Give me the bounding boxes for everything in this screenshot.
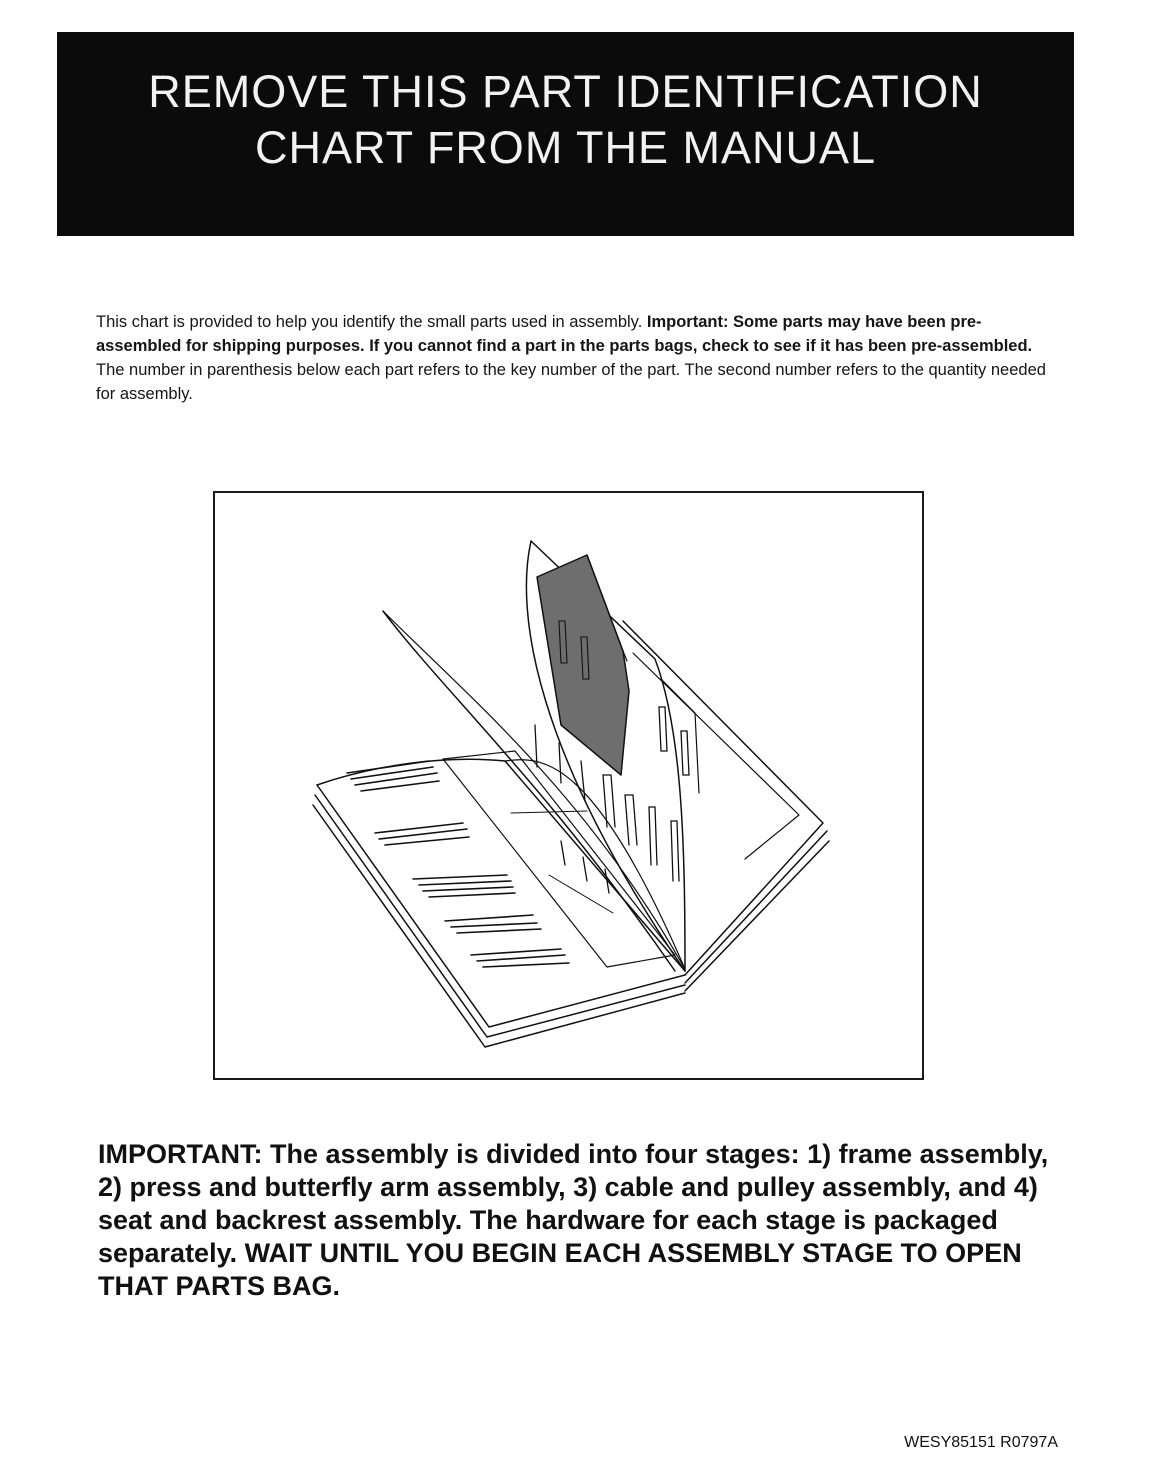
banner-title-line-1: REMOVE THIS PART IDENTIFICATION <box>148 66 983 117</box>
open-manual-illustration <box>215 493 922 1078</box>
assembly-stages-notice: IMPORTANT: The assembly is divided into four stages: 1) frame assembly, 2) press and butterfly arm assembly, 3) cable and pulley assembly, and 4) seat and backrest assembly. The hardware for each stage is packaged separately. WAIT UNTIL YOU BEGIN EACH ASSEMBLY STAGE TO OPEN THAT PARTS BAG. <box>98 1139 1049 1301</box>
intro-text-2: The number in parenthesis below each part refers to the key number of the part. The second number refers to the quantity needed for assembly. <box>96 361 1046 403</box>
intro-paragraph <box>96 310 1046 406</box>
title-banner <box>57 32 1074 236</box>
intro-important-text: Important: Some parts may have been pre-assembled for shipping purposes. If you cannot find a part in the parts bags, check to see if it has been pre-assembled. <box>96 313 1033 355</box>
manual-illustration-frame <box>213 491 924 1080</box>
document-code: WESY85151 R0797A <box>904 1434 1058 1451</box>
banner-title-line-2: CHART FROM THE MANUAL <box>254 122 877 173</box>
intro-text-1: This chart is provided to help you identify the small parts used in assembly. <box>96 313 647 331</box>
